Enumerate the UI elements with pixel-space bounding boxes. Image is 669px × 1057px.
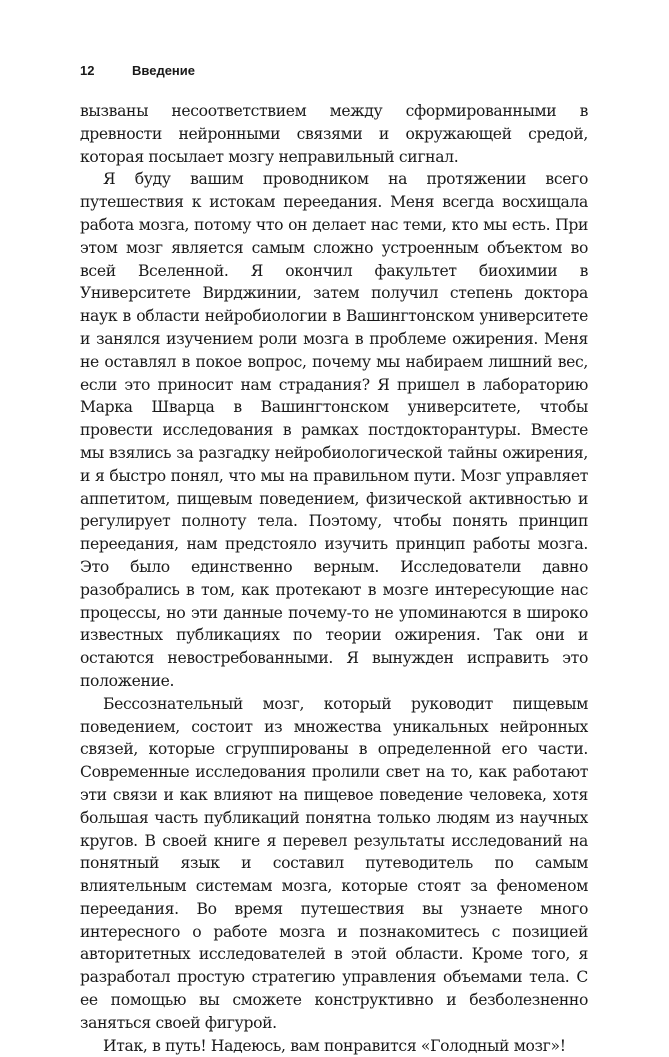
body-text bbox=[80, 100, 588, 1057]
running-header bbox=[80, 63, 195, 78]
paragraph: Итак, в путь! Надеюсь, вам понравится «Голодный мозг»! bbox=[103, 1036, 566, 1055]
paragraph-continuation: вызваны несоответствием между сформированными в древности нейронными связями и окружающей средой, которая посылает мозгу неправильный сигнал. bbox=[80, 102, 588, 166]
page-number: 12 bbox=[80, 63, 95, 78]
paragraph: Бессознательный мозг, который руководит пищевым поведением, состоит из множества уникальных нейронных связей, которые сгруппированы в определенной его части. Современные исследования пролили свет на то, как работают эти связи и как влияют на пищевое поведение человека, хотя большая часть публикаций понятна только людям из научных кругов. В своей книге я перевел результаты исследований на понятный язык и составил путеводитель по самым влиятельным системам мозга, которые стоят за феноменом переедания. Во время путешествия вы узнаете много интересного о работе мозга и познакомитесь с позицией авторитетных исследователей в этой области. Кроме того, я разработал простую стратегию управления объемами тела. С ее помощью вы сможете конструктивно и безболезненно заняться своей фигурой. bbox=[80, 694, 588, 1032]
paragraph: Я буду вашим проводником на протяжении всего путешествия к истокам переедания. Меня всегда восхищала работа мозга, потому что он делает нас теми, кто мы есть. При этом мозг является самым сложно устроенным объектом во всей Вселенной. Я окончил факультет биохимии в Университете Вирджинии, затем получил степень доктора наук в области нейробиологии в Вашингтонском университете и занялся изучением роли мозга в проблеме ожирения. Меня не оставлял в покое вопрос, почему мы набираем лишний вес, если это приносит нам страдания? Я пришел в лабораторию Марка Шварца в Вашингтонском университете, чтобы провести исследования в рамках постдокторантуры. Вместе мы взялись за разгадку нейробиологической тайны ожирения, и я быстро понял, что мы на правильном пути. Мозг управляет аппетитом, пищевым поведением, физической активностью и регулирует полноту тела. Поэтому, чтобы понять принцип переедания, нам предстояло изучить принцип работы мозга. Это было единственно верным. Исследователи давно разобрались в том, как протекают в мозге интересующие нас процессы, но эти данные почему-то не упоминаются в широко известных публикациях по теории ожирения. Так они и остаются невостребованными. Я вынужден исправить это положение. bbox=[80, 170, 588, 690]
section-title: Введение bbox=[132, 63, 195, 78]
